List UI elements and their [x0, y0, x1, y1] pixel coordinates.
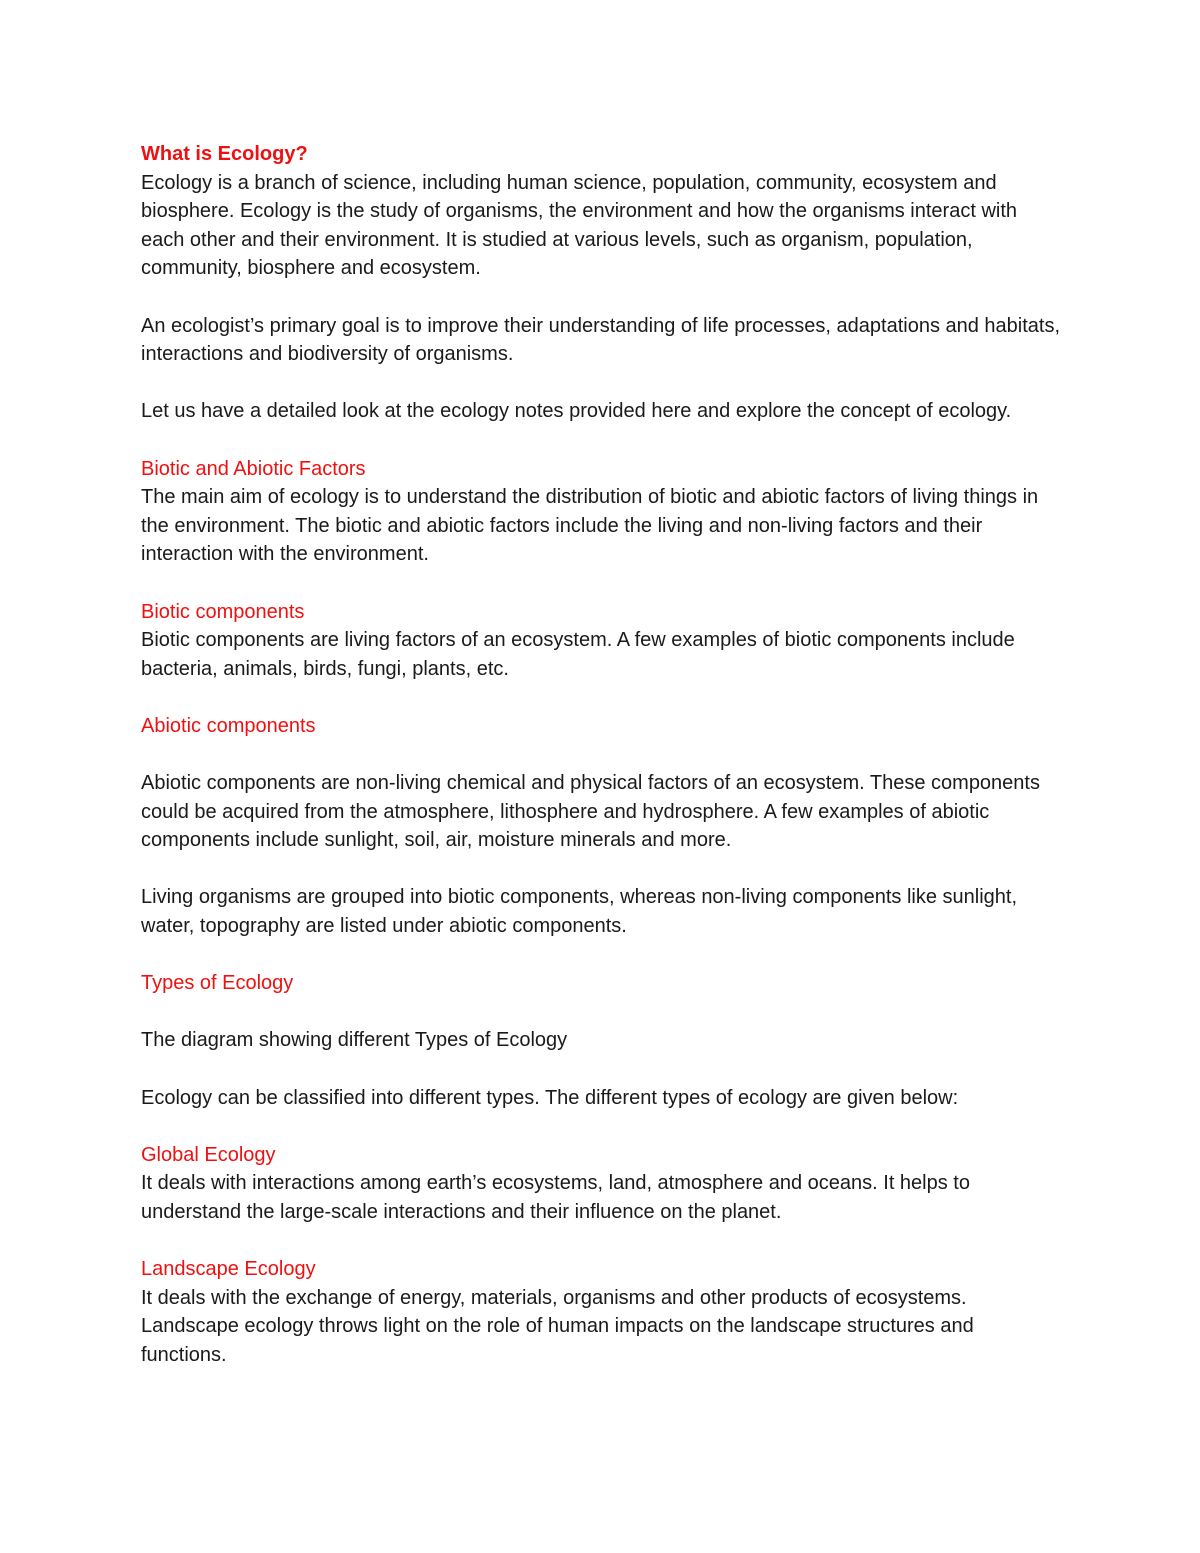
spacer [141, 283, 1061, 312]
diagram-caption: The diagram showing different Types of Ecology [141, 1029, 568, 1052]
spacer [141, 998, 1061, 1027]
section-heading-global: Global Ecology [141, 1143, 276, 1166]
section-text-abiotic-2: Living organisms are grouped into biotic components, whereas non-living components like sunlight, water, topography are listed under abiotic components. [141, 886, 1018, 938]
section-heading-biotic: Biotic components [141, 600, 305, 623]
spacer [141, 1055, 1061, 1084]
spacer [141, 569, 1061, 598]
spacer [141, 1227, 1061, 1256]
section-text-biotic-abiotic: The main aim of ecology is to understand the distribution of biotic and abiotic factors of living things in the environment. The biotic and abiotic factors include the living and non-living factors and their interaction with the environment. [141, 486, 1039, 566]
spacer [141, 1112, 1061, 1141]
spacer [141, 941, 1061, 970]
section-text-biotic: Biotic components are living factors of an ecosystem. A few examples of biotic components include bacteria, animals, birds, fungi, plants, etc. [141, 629, 1015, 680]
section-heading-biotic-abiotic: Biotic and Abiotic Factors [141, 457, 366, 480]
section-text-types: Ecology can be classified into different types. The different types of ecology are given below: [141, 1086, 959, 1109]
document-page [141, 140, 1061, 1370]
spacer [141, 369, 1061, 398]
spacer [141, 740, 1061, 769]
page-title: What is Ecology? [141, 143, 308, 165]
spacer [141, 855, 1061, 884]
section-text-global: It deals with interactions among earth’s ecosystems, land, atmosphere and oceans. It helps to understand the large-scale interactions and their influence on the planet. [141, 1172, 970, 1223]
section-heading-landscape: Landscape Ecology [141, 1258, 316, 1281]
section-text-abiotic: Abiotic components are non-living chemical and physical factors of an ecosystem. These components could be acquired from the atmosphere, lithosphere and hydrosphere. A few examples of abiotic components include sunlight, soil, air, moisture minerals and more. [141, 772, 1040, 852]
intro-paragraph-3: Let us have a detailed look at the ecology notes provided here and explore the concept of ecology. [141, 400, 1012, 423]
spacer [141, 683, 1061, 712]
spacer [141, 426, 1061, 455]
section-heading-types: Types of Ecology [141, 972, 294, 995]
section-heading-abiotic: Abiotic components [141, 714, 316, 737]
intro-paragraph-2: An ecologist’s primary goal is to improve their understanding of life processes, adaptations and habitats, interactions and biodiversity of organisms. [141, 314, 1061, 366]
intro-paragraph-1: Ecology is a branch of science, including human science, population, community, ecosystem and biosphere. Ecology is the study of organisms, the environment and how the organisms interact with each other and their environment. It is studied at various levels, such as organism, population, community, biosphere and ecosystem. [141, 171, 1018, 280]
section-text-landscape: It deals with the exchange of energy, materials, organisms and other products of ecosystems. Landscape ecology throws light on the role of human impacts on the landscape structures and functions. [141, 1286, 974, 1366]
